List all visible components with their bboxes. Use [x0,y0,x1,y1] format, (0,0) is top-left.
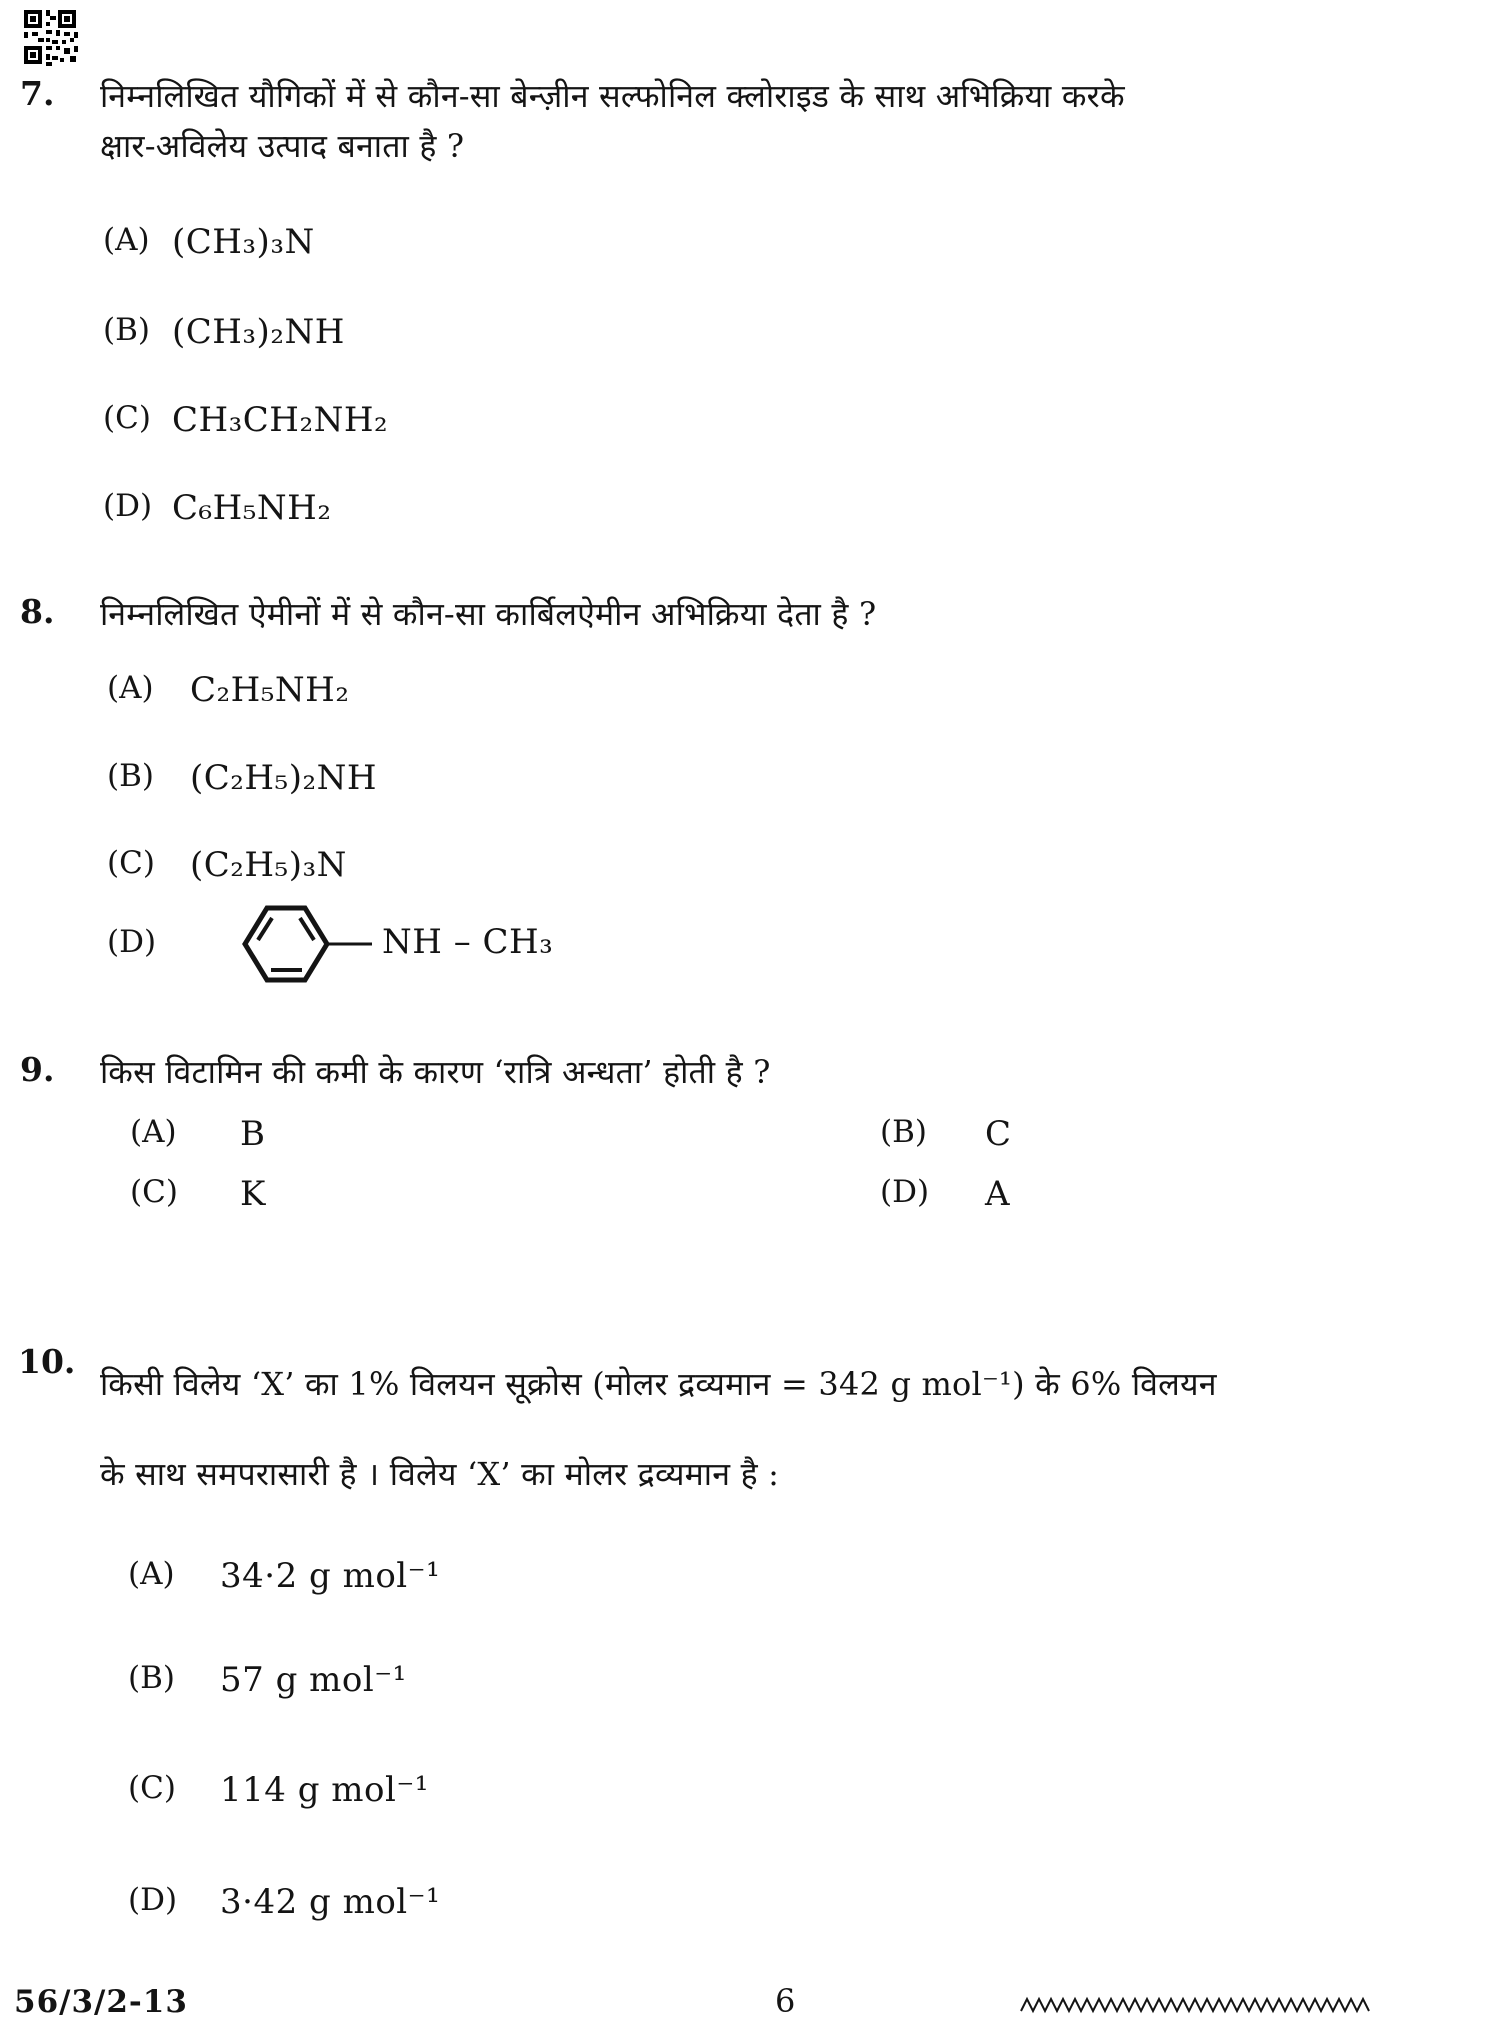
q10-option-a-value: 34·2 g mol⁻¹ [220,1556,441,1596]
q10-option-d-label: (D) [128,1882,178,1918]
q8-option-d-value: NH – CH₃ [382,922,554,962]
q8-option-c [107,845,347,885]
q7-option-b-label: (B) [103,312,150,348]
footer-page-number: 6 [775,1982,796,2020]
question-8-text [100,590,1475,640]
q7-option-c-label: (C) [103,400,151,436]
q9-option-b [880,1114,1012,1154]
q10-option-c-label: (C) [128,1770,176,1806]
question-8-line-1: निम्नलिखित ऐमीनों में से कौन-सा कार्बिलऐमीन अभिक्रिया देता है ? [100,595,877,633]
q10-option-c [128,1770,429,1810]
question-9-number: 9. [20,1050,55,1089]
q7-option-a-value: (CH₃)₃N [172,222,315,262]
q7-option-b [103,312,345,352]
q7-option-d-label: (D) [103,488,153,524]
q10-option-c-value: 114 g mol⁻¹ [220,1770,429,1810]
question-10-number: 10. [18,1342,76,1381]
q7-option-c-value: CH₃CH₂NH₂ [172,400,389,440]
q8-option-c-value: (C₂H₅)₃N [190,845,347,885]
q7-option-d-value: C₆H₅NH₂ [172,488,332,528]
q8-option-a-value: C₂H₅NH₂ [190,670,350,710]
q8-option-b-label: (B) [107,758,154,794]
q9-option-c-label: (C) [130,1174,178,1210]
q9-option-d-label: (D) [880,1174,930,1210]
q9-option-d-value: A [985,1174,1011,1214]
q8-option-c-label: (C) [107,845,155,881]
q7-option-d [103,488,331,528]
q10-option-d [128,1882,440,1922]
question-9-text [100,1048,1475,1098]
q8-option-a-label: (A) [107,670,154,706]
question-10-line-1: किसी विलेय ‘X’ का 1% विलयन सूक्रोस (मोलर द्रव्यमान = 342 g mol⁻¹) के 6% विलयन [100,1365,1217,1403]
q10-option-b-label: (B) [128,1660,175,1696]
q9-option-a-label: (A) [130,1114,177,1150]
q8-option-d-label: (D) [107,924,157,960]
q10-option-b [128,1660,407,1700]
question-10-text [100,1340,1485,1519]
q9-option-a-value: B [240,1114,266,1154]
q10-option-a [128,1556,440,1596]
q8-option-b-value: (C₂H₅)₂NH [190,758,377,798]
question-7-text [100,72,1475,171]
q9-option-b-value: C [985,1114,1012,1154]
question-9-line-1: किस विटामिन की कमी के कारण ‘रात्रि अन्धता’ होती है ? [100,1053,771,1091]
q7-option-c [103,400,388,440]
footer-paper-code: 56/3/2-13 [14,1984,188,2020]
q8-option-a [107,670,349,710]
question-7-number: 7. [20,74,55,113]
question-10-line-2: के साथ समपरासारी है । विलेय ‘X’ का मोलर द्रव्यमान है : [100,1454,780,1493]
q7-option-a-label: (A) [103,222,150,258]
q7-option-a [103,222,315,262]
q9-option-d [880,1174,1010,1214]
q9-option-b-label: (B) [880,1114,927,1150]
q10-option-b-value: 57 g mol⁻¹ [220,1660,407,1700]
qr-code [22,8,82,70]
q7-option-b-value: (CH₃)₂NH [172,312,345,352]
q10-option-a-label: (A) [128,1556,175,1592]
question-8-number: 8. [20,592,55,631]
question-7-line-2: क्षार-अविलेय उत्पाद बनाता है ? [100,126,465,165]
q9-option-a [130,1114,266,1154]
benzene-ring-icon [240,901,374,987]
question-7-line-1: निम्नलिखित यौगिकों में से कौन-सा बेन्ज़ीन सल्फोनिल क्लोराइड के साथ अभिक्रिया करके [100,77,1125,115]
squiggle-line [1020,1996,1372,2014]
q9-option-c-value: K [240,1174,266,1214]
q10-option-d-value: 3·42 g mol⁻¹ [220,1882,441,1922]
q9-option-c [130,1174,266,1214]
q8-option-b [107,758,377,798]
